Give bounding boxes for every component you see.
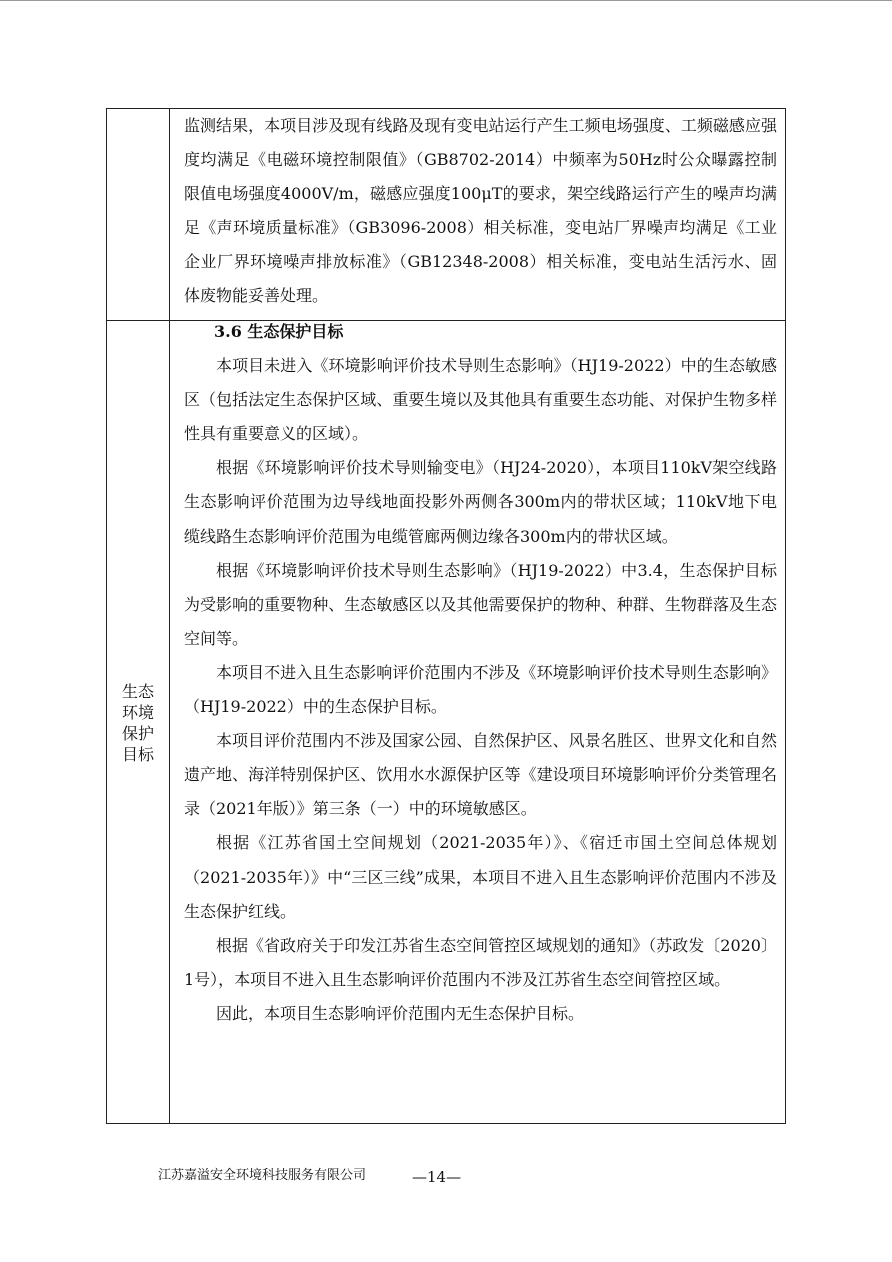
paragraph: 根据《省政府关于印发江苏省生态空间管控区域规划的通知》（苏政发〔2020〕1号），本项目不进入且生态影响评价范围内不涉及江苏省生态空间管控区域。 bbox=[184, 935, 777, 989]
monitoring-result-text: 监测结果，本项目涉及现有线路及现有变电站运行产生工频电场强度、工频磁感应强度均满足《电磁环境控制限值》（GB8702-2014）中频率为50Hz时公众曝露控制限值电场强度4000V/m，磁感应强度100μT的要求，架空线路运行产生的噪声均满足《声环境质量标准》（GB3096-2008）相关标准，变电站厂界噪声均满足《工业企业厂界环境噪声排放标准》（GB12348-2008）相关标准，变电站生活污水、固体废物能妥善处理。 bbox=[184, 116, 777, 306]
monitoring-result-cell bbox=[170, 109, 785, 314]
ecological-protection-cell bbox=[170, 315, 785, 1031]
content-table bbox=[106, 108, 786, 1124]
paragraph: 根据《环境影响评价技术导则生态影响》（HJ19-2022）中3.4，生态保护目标为受影响的重要物种、生态敏感区以及其他需要保护的物种、种群、生物群落及生态空间等。 bbox=[184, 560, 777, 648]
table-row-monitoring bbox=[107, 109, 785, 321]
section-heading: 3.6 生态保护目标 bbox=[214, 322, 344, 341]
paragraph: 本项目不进入且生态影响评价范围内不涉及《环境影响评价技术导则生态影响》（HJ19-2022）中的生态保护目标。 bbox=[184, 662, 777, 717]
row-label-line: 环境 bbox=[121, 703, 154, 722]
paragraph: 根据《江苏省国土空间规划（2021-2035年）》、《宿迁市国土空间总体规划（2021-2035年）》中“三区三线”成果，本项目不进入且生态影响评价范围内不涉及生态保护红线。 bbox=[184, 833, 777, 921]
paragraph: 本项目未进入《环境影响评价技术导则生态影响》（HJ19-2022）中的生态敏感区（包括法定生态保护区域、重要生境以及其他具有重要生态功能、对保护生物多样性具有重要意义的区域）。 bbox=[184, 356, 777, 444]
paragraph: 根据《环境影响评价技术导则输变电》（HJ24-2020），本项目110kV架空线路生态影响评价范围为边导线地面投影外两侧各300m内的带状区域；110kV地下电缆线路生态影响评价范围为电缆管廊两侧边缘各300m内的带状区域。 bbox=[184, 458, 777, 546]
table-row-ecological-protection bbox=[107, 321, 785, 1123]
row-label-line: 目标 bbox=[121, 745, 154, 764]
page-number: —14— bbox=[412, 1168, 462, 1186]
page-top-rule bbox=[0, 0, 892, 1]
row-label-line: 生态 bbox=[121, 682, 154, 701]
row-label-line: 保护 bbox=[121, 724, 154, 743]
footer-company-name: 江苏嘉溢安全环境科技服务有限公司 bbox=[158, 1168, 367, 1183]
row-label-ecological-protection bbox=[107, 681, 169, 765]
paragraph: 因此，本项目生态影响评价范围内无生态保护目标。 bbox=[216, 1003, 585, 1023]
paragraph: 本项目评价范围内不涉及国家公园、自然保护区、风景名胜区、世界文化和自然遗产地、海洋特别保护区、饮用水水源保护区等《建设项目环境影响评价分类管理名录（2021年版）》第三条（一）中的环境敏感区。 bbox=[184, 731, 777, 819]
